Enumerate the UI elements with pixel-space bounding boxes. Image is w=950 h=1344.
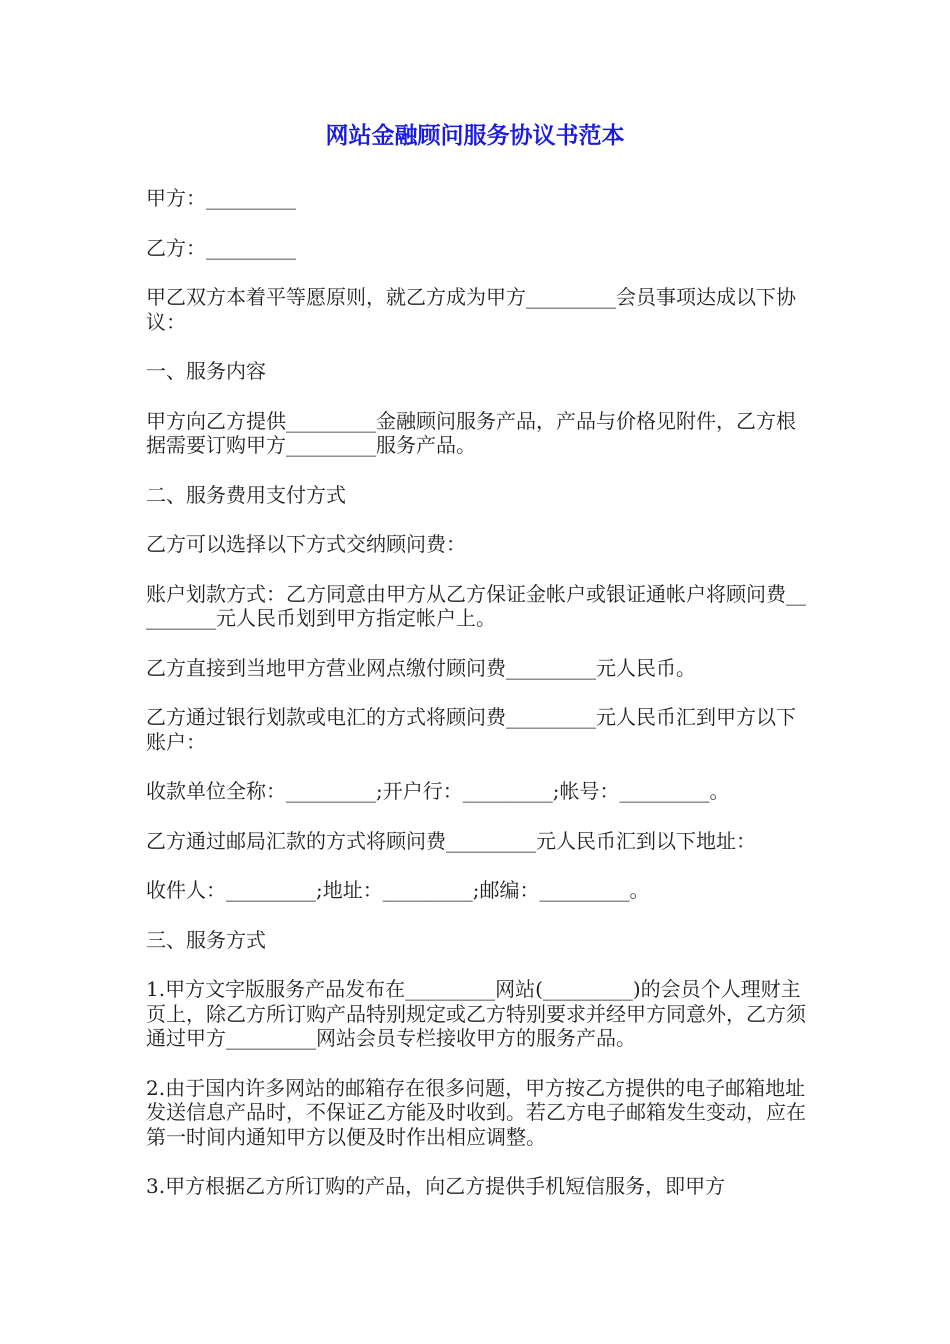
- service-method-item-1: 1.甲方文字版服务产品发布在_________网站(_________)的会员个人理财主页上，除乙方所订购产品特别规定或乙方特别要求并经甲方同意外，乙方须通过甲方_________网站会员专栏接收甲方的服务产品。: [146, 977, 806, 1050]
- service-method-item-2: 2.由于国内许多网站的邮箱存在很多问题，甲方按乙方提供的电子邮箱地址发送信息产品时，不保证乙方能及时收到。若乙方电子邮箱发生变动，应在第一时间内通知甲方以便及时作出相应调整。: [146, 1075, 806, 1149]
- local-branch-paragraph: 乙方直接到当地甲方营业网点缴付顾问费_________元人民币。: [146, 655, 696, 680]
- account-transfer-paragraph: 账户划款方式：乙方同意由甲方从乙方保证金帐户或银证通帐户将顾问费_________元人民币划到甲方指定帐户上。: [146, 581, 806, 630]
- bank-account-details: 收款单位全称：_________;开户行：_________;帐号：_________。: [146, 779, 730, 803]
- postal-address-details: 收件人：_________;地址：_________;邮编：_________。: [146, 878, 650, 902]
- section-heading-payment: 二、服务费用支付方式: [146, 482, 346, 507]
- bank-transfer-paragraph: 乙方通过银行划款或电汇的方式将顾问费_________元人民币汇到甲方以下账户：: [146, 705, 796, 754]
- payment-intro-paragraph: 乙方可以选择以下方式交纳顾问费：: [146, 532, 466, 556]
- section-heading-service-method: 三、服务方式: [146, 927, 266, 952]
- section-heading-service-content: 一、服务内容: [146, 359, 266, 383]
- party-a-line: 甲方：_________: [146, 186, 296, 210]
- service-content-paragraph: 甲方向乙方提供_________金融顾问服务产品，产品与价格见附件，乙方根据需要订购甲方_________服务产品。: [146, 408, 796, 457]
- party-b-line: 乙方：_________: [146, 235, 296, 260]
- document-title: 网站金融顾问服务协议书范本: [325, 123, 625, 149]
- postal-remittance-paragraph: 乙方通过邮局汇款的方式将顾问费_________元人民币汇到以下地址：: [146, 828, 756, 853]
- document-body: [146, 186, 810, 1224]
- service-method-item-3: 3.甲方根据乙方所订购的产品，向乙方提供手机短信服务，即甲方: [146, 1174, 726, 1198]
- intro-paragraph: 甲乙双方本着平等愿原则，就乙方成为甲方_________会员事项达成以下协议：: [146, 285, 796, 334]
